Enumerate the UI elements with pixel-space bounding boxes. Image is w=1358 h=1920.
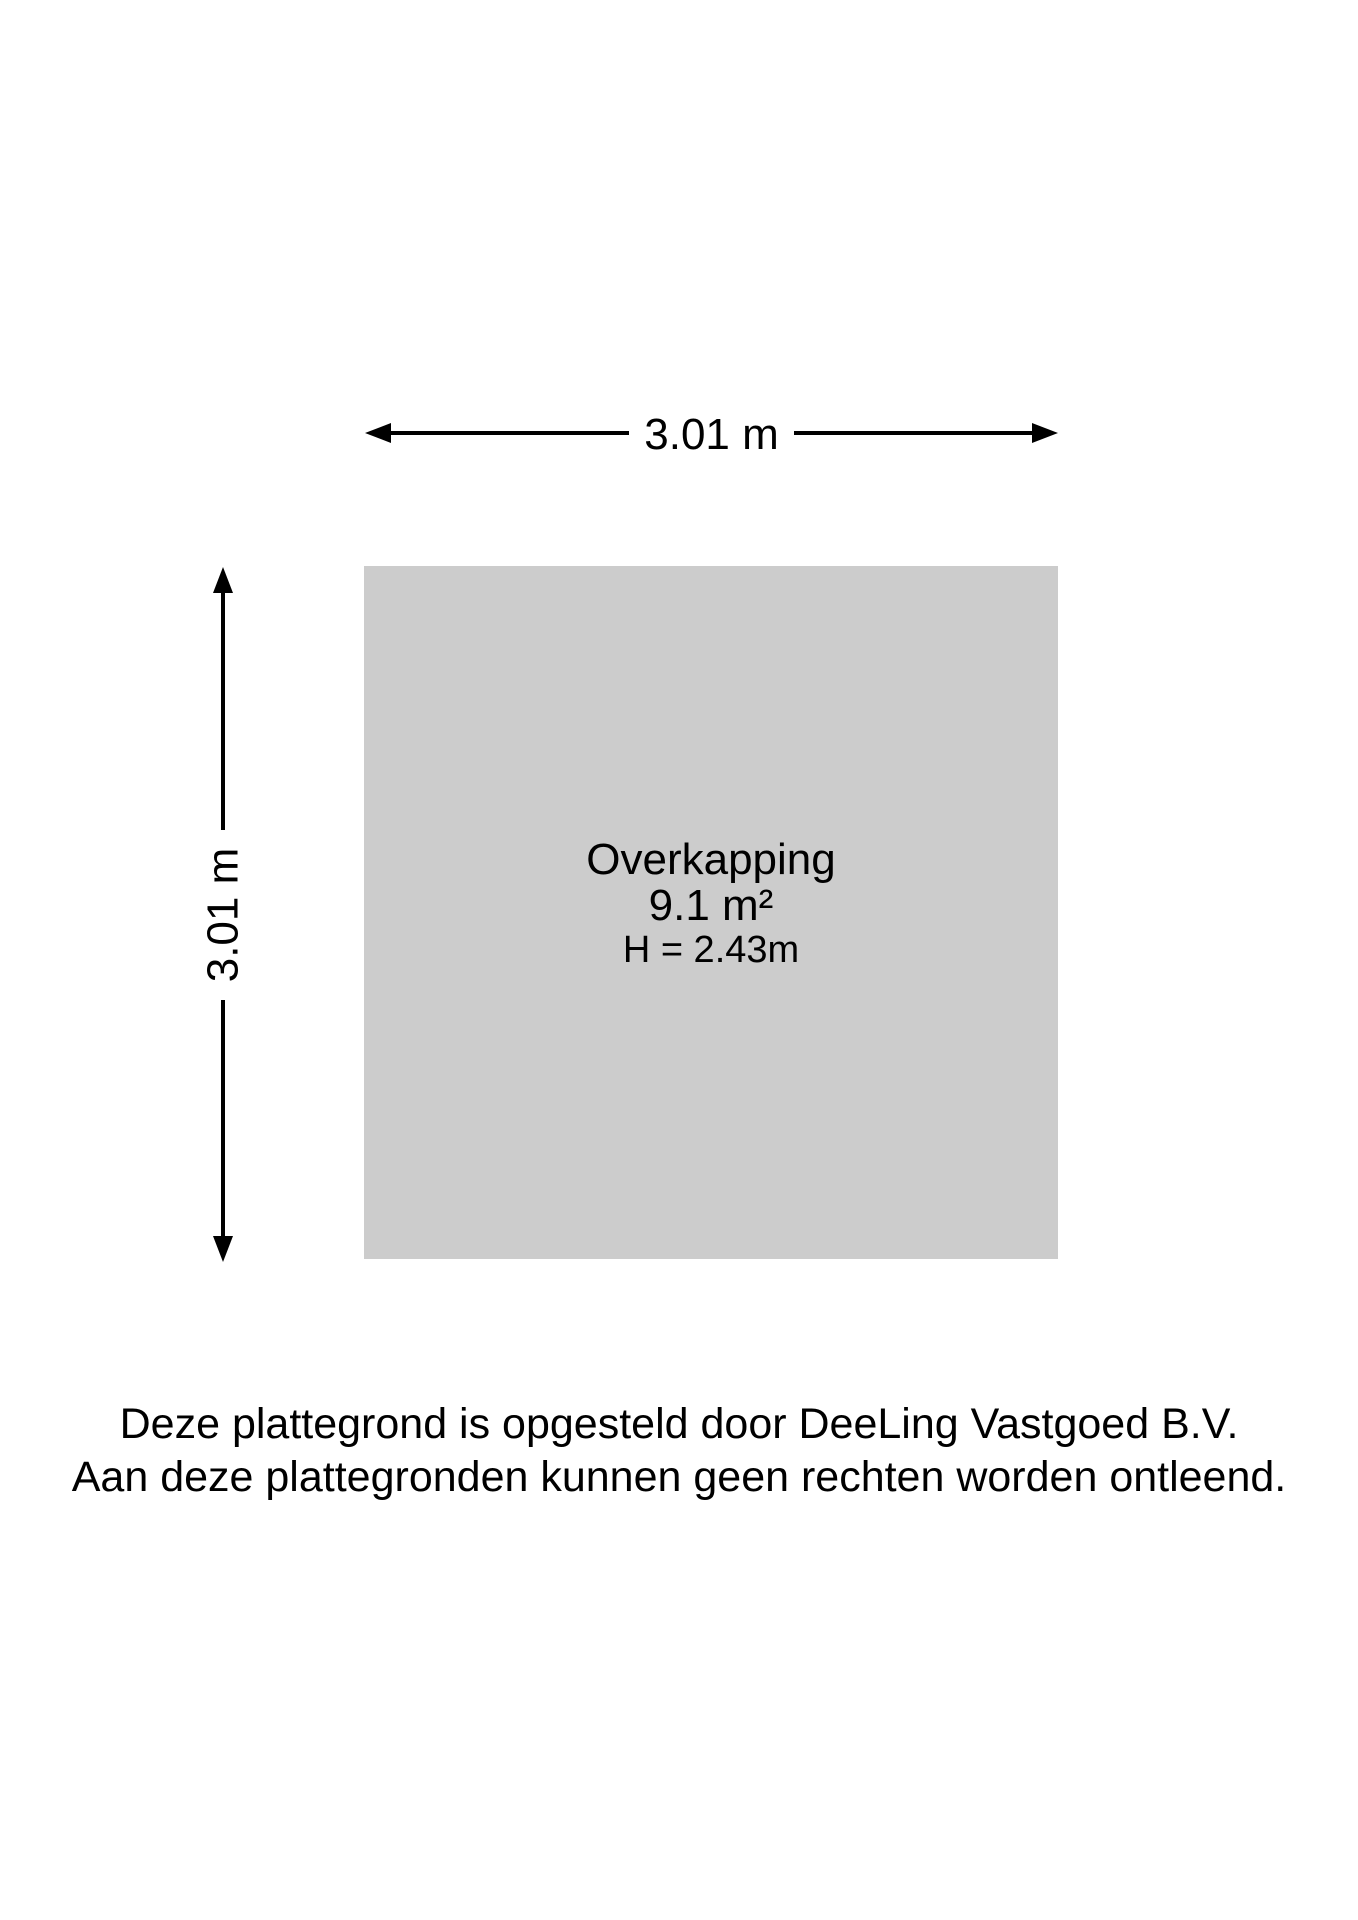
- dimension-line-segment: [221, 1000, 225, 1237]
- room-name-label: Overkapping: [586, 835, 836, 884]
- disclaimer-line-2: Aan deze plattegronden kunnen geen rechten worden ontleend.: [71, 1453, 1287, 1501]
- width-dimension-arrow: [365, 409, 1058, 457]
- room-area-label: 9.1 m²: [648, 881, 774, 930]
- arrowhead-up-icon: [213, 567, 233, 593]
- dimension-line-segment: [221, 593, 225, 830]
- dimension-line-segment: [391, 431, 629, 435]
- dimension-line-segment: [794, 431, 1032, 435]
- height-dimension-arrow: [199, 567, 247, 1262]
- height-dimension-label-wrap: [199, 830, 247, 1000]
- disclaimer: [0, 1398, 1358, 1504]
- arrowhead-right-icon: [1032, 423, 1058, 443]
- arrowhead-left-icon: [365, 423, 391, 443]
- height-dimension-label: 3.01 m: [198, 847, 248, 982]
- room-ceiling-height-label: H = 2.43m: [622, 929, 800, 971]
- disclaimer-line-1: Deze plattegrond is opgesteld door DeeLing Vastgoed B.V.: [119, 1400, 1239, 1448]
- width-dimension-label: 3.01 m: [644, 409, 779, 459]
- room-labels: [364, 836, 1058, 971]
- arrowhead-down-icon: [213, 1236, 233, 1262]
